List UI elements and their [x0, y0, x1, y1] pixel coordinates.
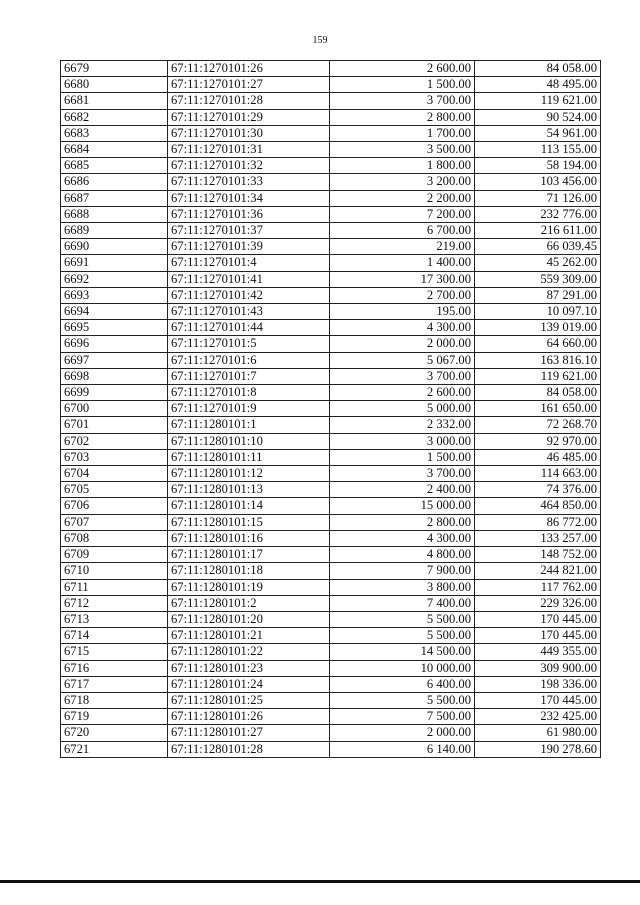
area-cell: 17 300.00 [330, 271, 475, 287]
cadastral-value-cell: 48 495.00 [475, 77, 601, 93]
cadastral-number-cell: 67:11:1270101:6 [168, 352, 330, 368]
row-number-cell: 6689 [61, 223, 168, 239]
table-row [61, 466, 601, 482]
cadastral-number-cell: 67:11:1280101:17 [168, 547, 330, 563]
cadastral-number-cell: 67:11:1270101:34 [168, 190, 330, 206]
area-cell: 5 500.00 [330, 628, 475, 644]
cadastral-value-cell: 46 485.00 [475, 449, 601, 465]
row-number-cell: 6685 [61, 158, 168, 174]
cadastral-number-cell: 67:11:1270101:5 [168, 336, 330, 352]
cadastral-number-cell: 67:11:1280101:22 [168, 644, 330, 660]
row-number-cell: 6695 [61, 320, 168, 336]
cadastral-value-cell: 90 524.00 [475, 109, 601, 125]
row-number-cell: 6698 [61, 368, 168, 384]
area-cell: 15 000.00 [330, 498, 475, 514]
area-cell: 3 000.00 [330, 433, 475, 449]
area-cell: 3 700.00 [330, 466, 475, 482]
cadastral-number-cell: 67:11:1280101:28 [168, 741, 330, 757]
cadastral-value-cell: 71 126.00 [475, 190, 601, 206]
row-number-cell: 6687 [61, 190, 168, 206]
table-row [61, 644, 601, 660]
row-number-cell: 6686 [61, 174, 168, 190]
cadastral-number-cell: 67:11:1280101:13 [168, 482, 330, 498]
row-number-cell: 6711 [61, 579, 168, 595]
row-number-cell: 6692 [61, 271, 168, 287]
row-number-cell: 6679 [61, 61, 168, 77]
cadastral-value-cell: 163 816.10 [475, 352, 601, 368]
row-number-cell: 6700 [61, 401, 168, 417]
row-number-cell: 6694 [61, 304, 168, 320]
cadastral-number-cell: 67:11:1270101:31 [168, 142, 330, 158]
area-cell: 2 800.00 [330, 109, 475, 125]
table-row [61, 530, 601, 546]
cadastral-value-cell: 229 326.00 [475, 595, 601, 611]
table-row [61, 352, 601, 368]
cadastral-value-cell: 232 425.00 [475, 709, 601, 725]
cadastral-number-cell: 67:11:1270101:37 [168, 223, 330, 239]
area-cell: 1 800.00 [330, 158, 475, 174]
row-number-cell: 6693 [61, 287, 168, 303]
table-row [61, 401, 601, 417]
table-row [61, 320, 601, 336]
row-number-cell: 6699 [61, 385, 168, 401]
table-row [61, 93, 601, 109]
area-cell: 2 600.00 [330, 385, 475, 401]
row-number-cell: 6682 [61, 109, 168, 125]
table-row [61, 595, 601, 611]
table-row [61, 741, 601, 757]
cadastral-value-cell: 170 445.00 [475, 628, 601, 644]
row-number-cell: 6683 [61, 125, 168, 141]
row-number-cell: 6697 [61, 352, 168, 368]
cadastral-value-cell: 113 155.00 [475, 142, 601, 158]
cadastral-value-cell: 84 058.00 [475, 61, 601, 77]
cadastral-value-cell: 103 456.00 [475, 174, 601, 190]
table-row [61, 190, 601, 206]
table-row [61, 255, 601, 271]
cadastral-value-cell: 58 194.00 [475, 158, 601, 174]
row-number-cell: 6688 [61, 206, 168, 222]
table-row [61, 660, 601, 676]
table-row [61, 336, 601, 352]
cadastral-value-cell: 66 039.45 [475, 239, 601, 255]
cadastral-number-cell: 67:11:1270101:32 [168, 158, 330, 174]
area-cell: 2 700.00 [330, 287, 475, 303]
cadastral-number-cell: 67:11:1280101:15 [168, 514, 330, 530]
row-number-cell: 6717 [61, 676, 168, 692]
area-cell: 7 200.00 [330, 206, 475, 222]
cadastral-number-cell: 67:11:1270101:42 [168, 287, 330, 303]
row-number-cell: 6680 [61, 77, 168, 93]
cadastral-number-cell: 67:11:1270101:28 [168, 93, 330, 109]
row-number-cell: 6709 [61, 547, 168, 563]
area-cell: 4 300.00 [330, 530, 475, 546]
cadastral-number-cell: 67:11:1280101:2 [168, 595, 330, 611]
table-row [61, 482, 601, 498]
cadastral-number-cell: 67:11:1280101:26 [168, 709, 330, 725]
cadastral-number-cell: 67:11:1270101:41 [168, 271, 330, 287]
table-row [61, 385, 601, 401]
cadastral-number-cell: 67:11:1270101:27 [168, 77, 330, 93]
cadastral-value-cell: 10 097.10 [475, 304, 601, 320]
table-row [61, 514, 601, 530]
cadastral-number-cell: 67:11:1280101:20 [168, 611, 330, 627]
cadastral-number-cell: 67:11:1280101:24 [168, 676, 330, 692]
area-cell: 219.00 [330, 239, 475, 255]
area-cell: 195.00 [330, 304, 475, 320]
table-row [61, 676, 601, 692]
row-number-cell: 6706 [61, 498, 168, 514]
cadastral-value-cell: 170 445.00 [475, 692, 601, 708]
table-row [61, 223, 601, 239]
table-row [61, 174, 601, 190]
row-number-cell: 6701 [61, 417, 168, 433]
cadastral-value-cell: 54 961.00 [475, 125, 601, 141]
cadastral-number-cell: 67:11:1270101:7 [168, 368, 330, 384]
area-cell: 2 200.00 [330, 190, 475, 206]
cadastral-number-cell: 67:11:1280101:25 [168, 692, 330, 708]
row-number-cell: 6702 [61, 433, 168, 449]
cadastral-number-cell: 67:11:1280101:14 [168, 498, 330, 514]
cadastral-number-cell: 67:11:1270101:8 [168, 385, 330, 401]
area-cell: 3 700.00 [330, 93, 475, 109]
cadastral-number-cell: 67:11:1270101:30 [168, 125, 330, 141]
cadastral-value-cell: 119 621.00 [475, 93, 601, 109]
cadastral-number-cell: 67:11:1280101:27 [168, 725, 330, 741]
row-number-cell: 6707 [61, 514, 168, 530]
cadastral-value-cell: 87 291.00 [475, 287, 601, 303]
table-row [61, 433, 601, 449]
cadastral-value-cell: 161 650.00 [475, 401, 601, 417]
area-cell: 3 700.00 [330, 368, 475, 384]
cadastral-number-cell: 67:11:1280101:16 [168, 530, 330, 546]
row-number-cell: 6710 [61, 563, 168, 579]
area-cell: 3 800.00 [330, 579, 475, 595]
row-number-cell: 6705 [61, 482, 168, 498]
table-row [61, 547, 601, 563]
row-number-cell: 6690 [61, 239, 168, 255]
cadastral-value-cell: 309 900.00 [475, 660, 601, 676]
cadastral-number-cell: 67:11:1270101:29 [168, 109, 330, 125]
cadastral-value-cell: 216 611.00 [475, 223, 601, 239]
row-number-cell: 6713 [61, 611, 168, 627]
table-row [61, 628, 601, 644]
table-row [61, 142, 601, 158]
area-cell: 3 200.00 [330, 174, 475, 190]
row-number-cell: 6691 [61, 255, 168, 271]
row-number-cell: 6716 [61, 660, 168, 676]
table-row [61, 579, 601, 595]
cadastral-value-cell: 449 355.00 [475, 644, 601, 660]
table-row [61, 611, 601, 627]
area-cell: 2 000.00 [330, 336, 475, 352]
cadastral-value-cell: 198 336.00 [475, 676, 601, 692]
cadastral-number-cell: 67:11:1270101:33 [168, 174, 330, 190]
row-number-cell: 6718 [61, 692, 168, 708]
row-number-cell: 6681 [61, 93, 168, 109]
table-row [61, 206, 601, 222]
cadastral-value-cell: 148 752.00 [475, 547, 601, 563]
cadastral-value-cell: 133 257.00 [475, 530, 601, 546]
cadastral-number-cell: 67:11:1270101:26 [168, 61, 330, 77]
bottom-divider [0, 880, 640, 883]
area-cell: 3 500.00 [330, 142, 475, 158]
area-cell: 4 800.00 [330, 547, 475, 563]
area-cell: 5 500.00 [330, 611, 475, 627]
area-cell: 5 067.00 [330, 352, 475, 368]
area-cell: 7 400.00 [330, 595, 475, 611]
cadastral-value-cell: 117 762.00 [475, 579, 601, 595]
cadastral-number-cell: 67:11:1280101:19 [168, 579, 330, 595]
area-cell: 5 000.00 [330, 401, 475, 417]
area-cell: 1 500.00 [330, 77, 475, 93]
cadastral-number-cell: 67:11:1280101:1 [168, 417, 330, 433]
area-cell: 7 900.00 [330, 563, 475, 579]
row-number-cell: 6712 [61, 595, 168, 611]
cadastral-number-cell: 67:11:1280101:23 [168, 660, 330, 676]
cadastral-number-cell: 67:11:1270101:36 [168, 206, 330, 222]
area-cell: 2 332.00 [330, 417, 475, 433]
table-row [61, 725, 601, 741]
cadastral-value-cell: 244 821.00 [475, 563, 601, 579]
area-cell: 6 700.00 [330, 223, 475, 239]
cadastral-value-cell: 170 445.00 [475, 611, 601, 627]
table-body [61, 61, 601, 758]
table-row [61, 563, 601, 579]
cadastral-value-table [60, 60, 601, 758]
cadastral-value-cell: 114 663.00 [475, 466, 601, 482]
row-number-cell: 6719 [61, 709, 168, 725]
cadastral-number-cell: 67:11:1270101:44 [168, 320, 330, 336]
area-cell: 1 500.00 [330, 449, 475, 465]
page-number: 159 [312, 35, 328, 46]
cadastral-number-cell: 67:11:1280101:21 [168, 628, 330, 644]
cadastral-value-cell: 190 278.60 [475, 741, 601, 757]
row-number-cell: 6696 [61, 336, 168, 352]
cadastral-number-cell: 67:11:1280101:18 [168, 563, 330, 579]
cadastral-value-cell: 86 772.00 [475, 514, 601, 530]
area-cell: 7 500.00 [330, 709, 475, 725]
cadastral-number-cell: 67:11:1270101:43 [168, 304, 330, 320]
cadastral-value-cell: 64 660.00 [475, 336, 601, 352]
cadastral-value-cell: 72 268.70 [475, 417, 601, 433]
table-row [61, 709, 601, 725]
table-row [61, 158, 601, 174]
row-number-cell: 6703 [61, 449, 168, 465]
area-cell: 1 400.00 [330, 255, 475, 271]
cadastral-number-cell: 67:11:1270101:4 [168, 255, 330, 271]
area-cell: 6 140.00 [330, 741, 475, 757]
row-number-cell: 6704 [61, 466, 168, 482]
row-number-cell: 6684 [61, 142, 168, 158]
cadastral-number-cell: 67:11:1280101:11 [168, 449, 330, 465]
area-cell: 4 300.00 [330, 320, 475, 336]
cadastral-value-cell: 84 058.00 [475, 385, 601, 401]
cadastral-value-cell: 559 309.00 [475, 271, 601, 287]
area-cell: 2 600.00 [330, 61, 475, 77]
cadastral-value-cell: 464 850.00 [475, 498, 601, 514]
table-row [61, 449, 601, 465]
table-row [61, 692, 601, 708]
row-number-cell: 6720 [61, 725, 168, 741]
table-row [61, 287, 601, 303]
cadastral-value-cell: 45 262.00 [475, 255, 601, 271]
cadastral-value-cell: 232 776.00 [475, 206, 601, 222]
cadastral-number-cell: 67:11:1280101:10 [168, 433, 330, 449]
table-row [61, 109, 601, 125]
area-cell: 14 500.00 [330, 644, 475, 660]
table-row [61, 304, 601, 320]
row-number-cell: 6714 [61, 628, 168, 644]
area-cell: 2 000.00 [330, 725, 475, 741]
cadastral-value-cell: 139 019.00 [475, 320, 601, 336]
table-row [61, 368, 601, 384]
area-cell: 1 700.00 [330, 125, 475, 141]
table-row [61, 271, 601, 287]
row-number-cell: 6721 [61, 741, 168, 757]
cadastral-value-cell: 61 980.00 [475, 725, 601, 741]
cadastral-value-cell: 119 621.00 [475, 368, 601, 384]
area-cell: 2 800.00 [330, 514, 475, 530]
row-number-cell: 6708 [61, 530, 168, 546]
cadastral-value-cell: 74 376.00 [475, 482, 601, 498]
area-cell: 2 400.00 [330, 482, 475, 498]
cadastral-number-cell: 67:11:1270101:9 [168, 401, 330, 417]
table-row [61, 239, 601, 255]
area-cell: 6 400.00 [330, 676, 475, 692]
cadastral-value-cell: 92 970.00 [475, 433, 601, 449]
area-cell: 10 000.00 [330, 660, 475, 676]
table-row [61, 498, 601, 514]
row-number-cell: 6715 [61, 644, 168, 660]
table-row [61, 61, 601, 77]
area-cell: 5 500.00 [330, 692, 475, 708]
table-row [61, 125, 601, 141]
table-row [61, 77, 601, 93]
table-row [61, 417, 601, 433]
cadastral-number-cell: 67:11:1270101:39 [168, 239, 330, 255]
cadastral-number-cell: 67:11:1280101:12 [168, 466, 330, 482]
